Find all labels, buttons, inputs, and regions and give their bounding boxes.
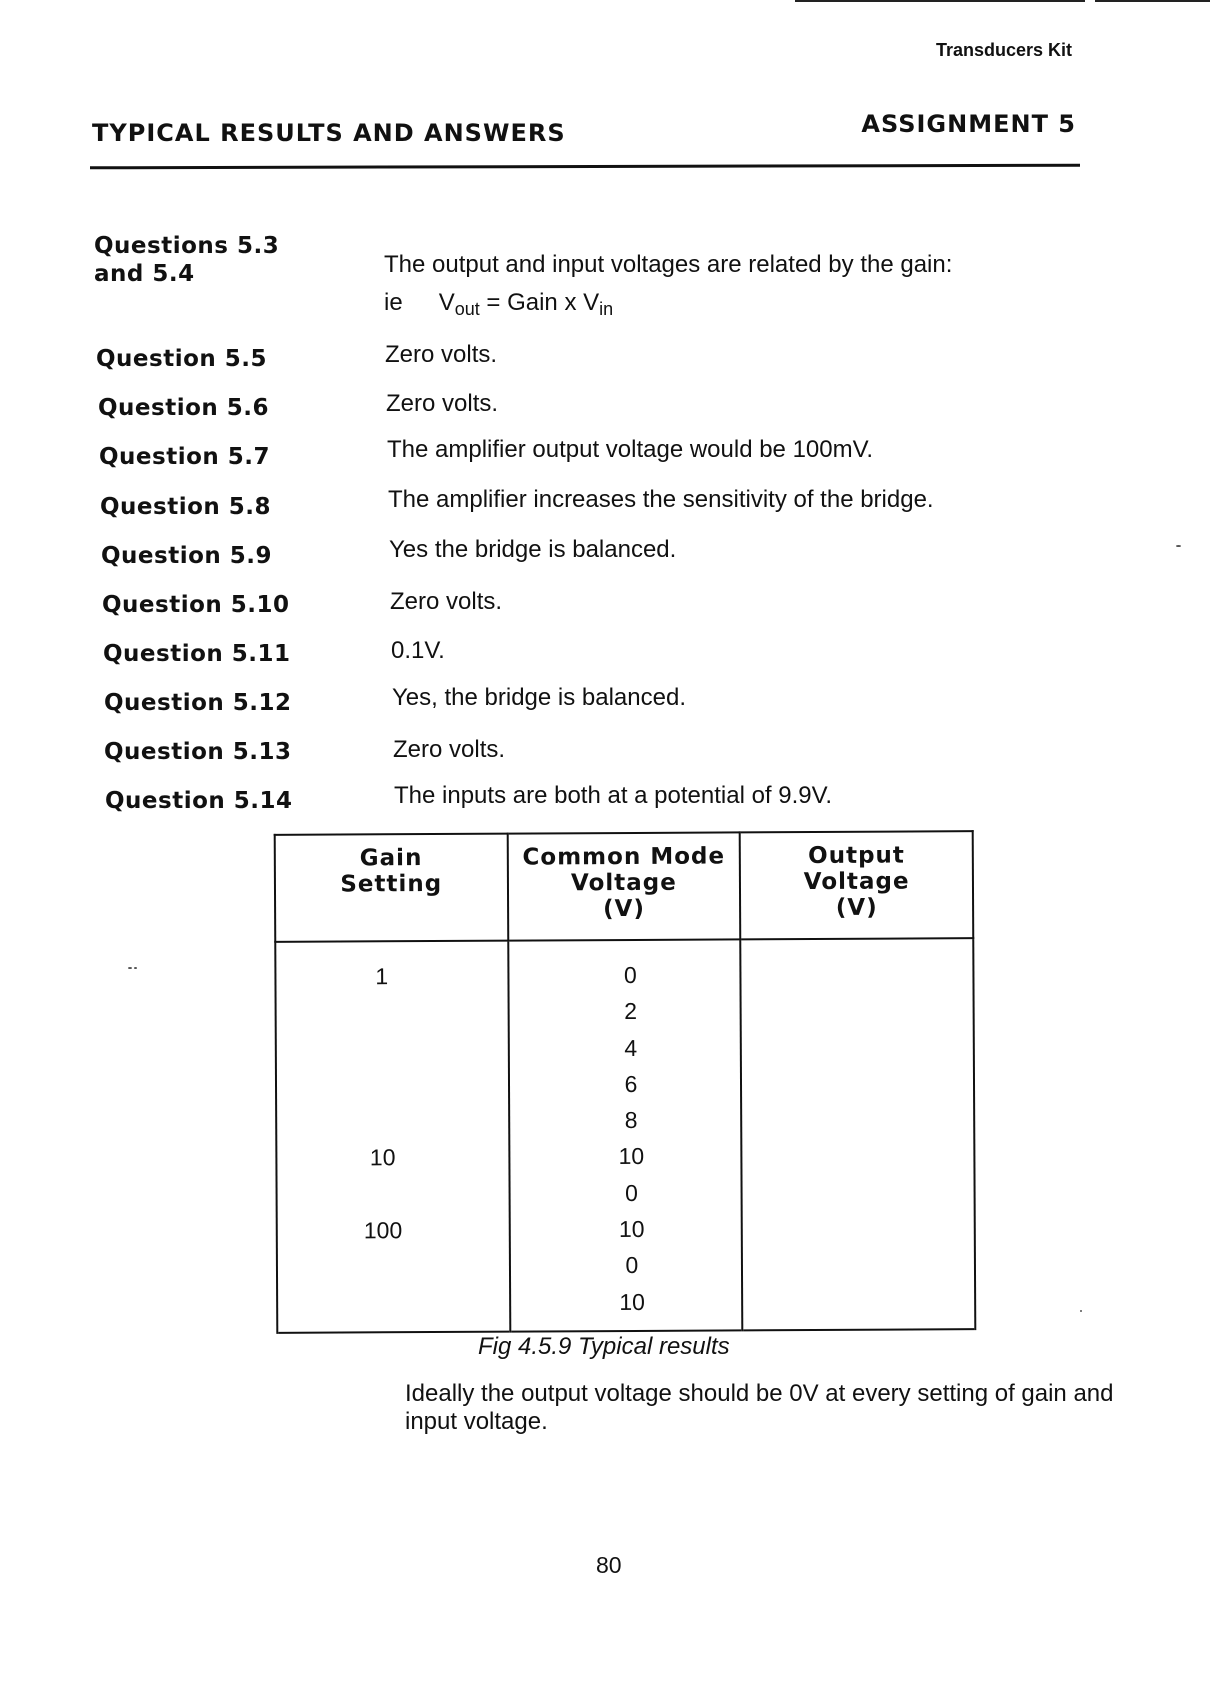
answer-text: Zero volts. [393,736,506,763]
gain-cell: 10 [369,1144,396,1171]
answer-text: The amplifier increases the sensitivity of the bridge. [388,486,934,513]
question-label: Question 5.6 [98,395,270,421]
scan-speck [134,967,137,969]
answer-text: The amplifier output voltage would be 100mV. [387,436,874,463]
gain-cell [278,1030,487,1067]
output-cell [744,1246,973,1283]
gain-cell [279,1284,488,1321]
output-cell [744,1282,973,1319]
gain-cell [278,1176,487,1213]
closing-paragraph: Ideally the output voltage should be 0V at every setting of gain and input voltage. [405,1380,1114,1435]
top-rule-left [795,0,1085,2]
answer-text: The output and input voltages are related by the gain: [384,251,953,278]
output-cell [743,955,972,992]
table-row [275,938,975,1333]
output-cell [743,1028,972,1065]
common-mode-cell: 10 [618,1143,645,1170]
output-voltage-column [741,938,976,1330]
common-mode-column [508,939,743,1331]
question-label: Question 5.10 [102,592,290,618]
section-title: TYPICAL RESULTS AND ANSWERS [92,119,566,147]
common-mode-cell: 4 [624,1034,638,1061]
output-cell [744,1209,973,1246]
header-gain-setting: Gain Setting [275,834,508,942]
results-table [274,830,977,1334]
question-label: Question 5.5 [96,346,268,372]
gain-cell [279,1248,488,1285]
page-number: 80 [596,1552,622,1578]
answer-text: Zero volts. [385,341,498,368]
figure-caption: Fig 4.5.9 Typical results [478,1333,730,1360]
question-label: Question 5.12 [104,690,292,716]
scan-speck [128,967,132,969]
common-mode-cell: 10 [619,1288,645,1315]
top-rule-right [1095,0,1210,2]
answer-text: Zero volts. [386,390,499,417]
question-label: Question 5.13 [104,739,292,765]
common-mode-cell: 8 [624,1107,638,1134]
common-mode-cell: 10 [618,1215,645,1243]
answer-text: 0.1V. [391,637,445,664]
common-mode-cell: 6 [624,1070,638,1097]
table-header-row [275,831,974,942]
formula-out-sub: out [454,299,480,319]
formula-in-sub: in [599,299,614,319]
output-cell [743,1064,972,1101]
formula-v: V [438,289,455,316]
gain-cell [278,1103,487,1140]
question-label: Questions 5.3 and 5.4 [94,233,280,287]
formula [384,289,613,320]
question-label: Question 5.7 [99,444,271,470]
output-cell [744,1137,973,1174]
header-common-mode-voltage: Common Mode Voltage (V) [507,832,740,940]
question-label: Question 5.14 [105,788,293,814]
answer-text: Yes, the bridge is balanced. [392,684,686,711]
answer-text: Yes the bridge is balanced. [389,536,677,563]
output-cell [744,1173,973,1210]
common-mode-cell: 0 [623,961,637,989]
output-cell [743,991,972,1028]
common-mode-cell: 0 [625,1252,639,1279]
output-cell [743,1100,972,1137]
gain-cell [278,994,487,1031]
scan-speck [1176,545,1181,547]
gain-cell [278,1067,487,1104]
common-mode-cell: 2 [624,998,638,1025]
scan-speck [1080,1310,1082,1312]
running-title: Transducers Kit [935,40,1072,60]
question-label: Question 5.11 [103,641,291,667]
answer-text: The inputs are both at a potential of 9.9V. [394,782,833,809]
header-rule [90,164,1080,170]
common-mode-cell: 0 [625,1179,638,1206]
gain-cell: 1 [375,963,389,990]
formula-mid: = Gain x V [479,289,600,316]
formula-prefix: ie [384,289,403,316]
gain-column [275,941,510,1333]
gain-cell: 100 [363,1217,403,1244]
header-output-voltage: Output Voltage (V) [740,831,973,939]
answer-text: Zero volts. [390,588,503,615]
question-label: Question 5.9 [101,543,273,569]
question-label: Question 5.8 [100,494,272,520]
assignment-title: ASSIGNMENT 5 [861,110,1076,138]
